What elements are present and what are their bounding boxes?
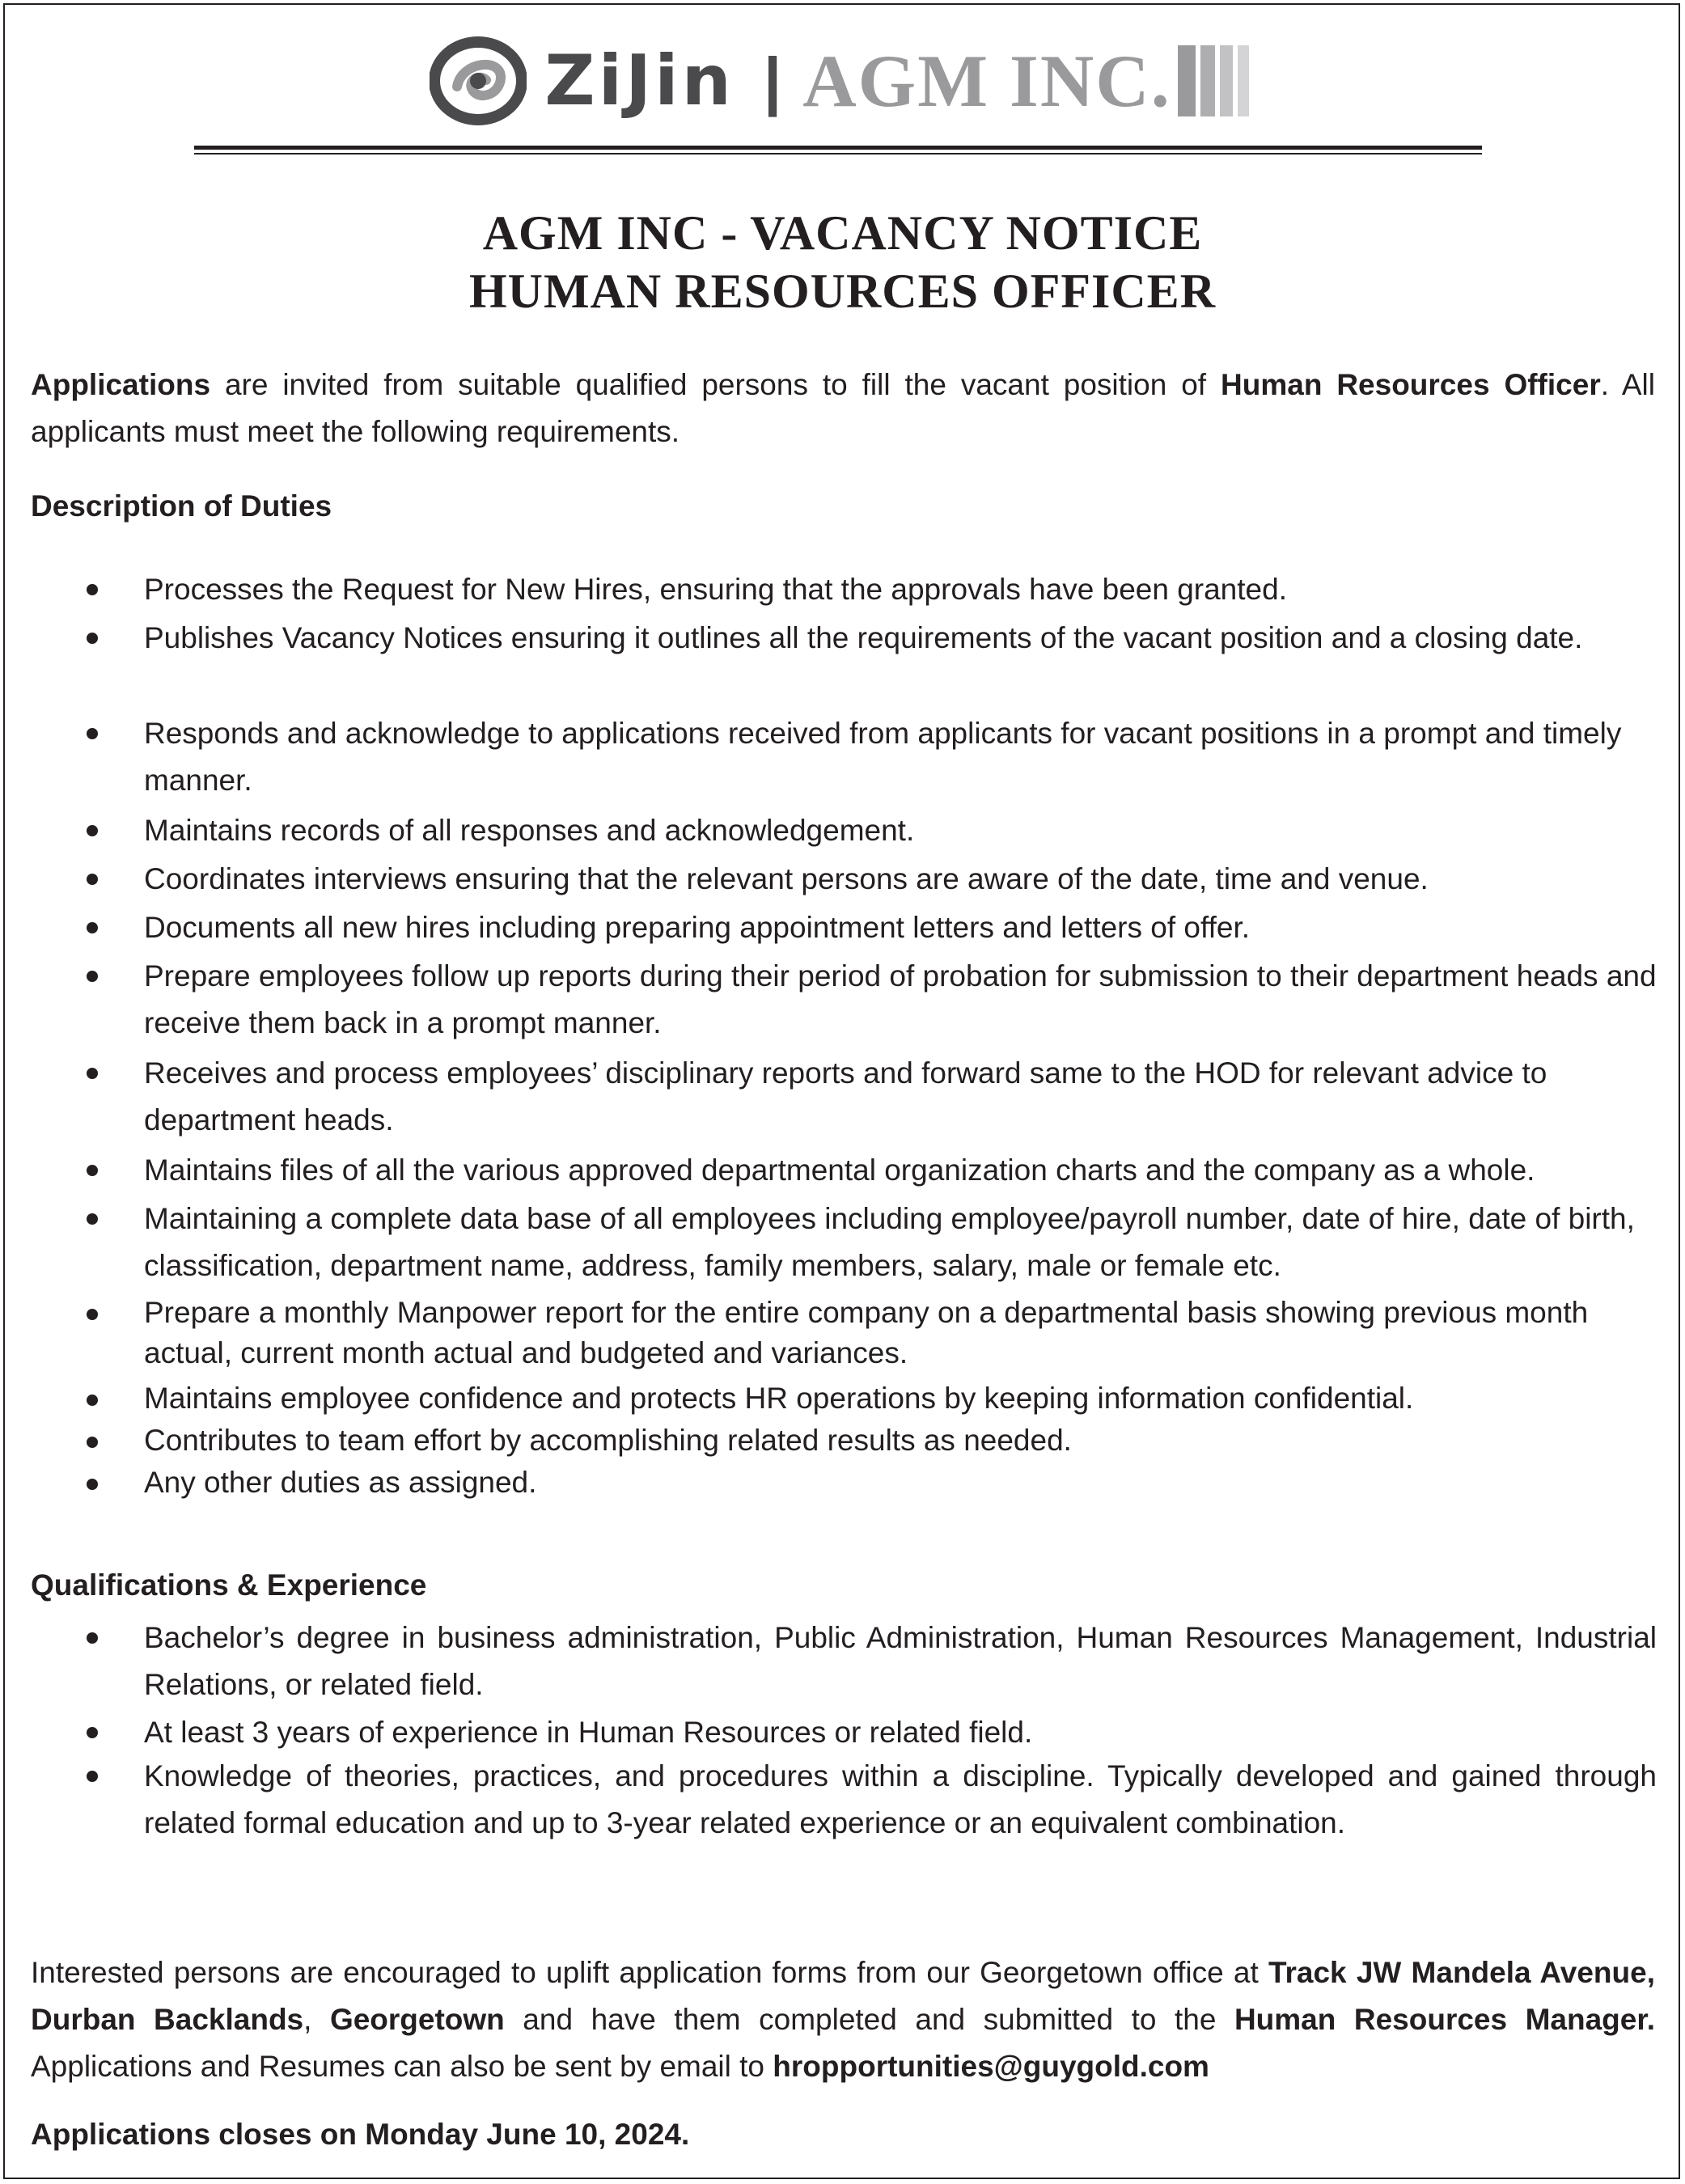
office-city: Georgetown <box>329 2003 505 2036</box>
logo-separator: | <box>763 44 782 116</box>
closing-text-1: Interested persons are encouraged to uplift application forms from our Georgetown office at <box>31 1956 1268 1989</box>
intro-text-a: are invited from suitable qualified persons to fill the vacant position of <box>210 368 1221 401</box>
bullet-icon <box>87 584 98 595</box>
hr-manager: Human Resources Manager. <box>1234 2003 1656 2036</box>
header-rule-thick <box>194 146 1482 150</box>
office-address: Track JW Mandela Avenue, Durban Backlands <box>31 1956 1655 2036</box>
intro-paragraph <box>31 362 1655 455</box>
bullet-icon <box>87 1437 98 1448</box>
bullet-icon <box>87 1068 98 1079</box>
bullet-icon <box>87 1395 98 1406</box>
qualifications-heading: Qualifications & Experience <box>31 1568 427 1602</box>
company-logo <box>0 32 1685 129</box>
bullet-icon <box>87 825 98 836</box>
logo-bars-icon <box>1178 44 1255 118</box>
application-deadline: Applications closes on Monday June 10, 2024. <box>31 2118 690 2151</box>
bullet-icon <box>87 874 98 885</box>
header-rule-thin <box>194 153 1482 154</box>
bullet-icon <box>87 1479 98 1490</box>
bullet-icon <box>87 1165 98 1176</box>
intro-text-b: . All <box>1600 368 1655 401</box>
contact-email[interactable]: hropportunities@guygold.com <box>773 2050 1209 2083</box>
intro-bold-applications: Applications <box>31 368 211 401</box>
bullet-icon <box>87 1632 98 1644</box>
closing-text-4: Applications and Resumes can also be sent by email to <box>31 2050 773 2083</box>
zijin-wordmark: ZiJin <box>544 40 735 121</box>
intro-line-2: applicants must meet the following requirements. <box>31 415 680 448</box>
bullet-icon <box>87 1213 98 1225</box>
intro-bold-position: Human Resources Officer <box>1221 368 1601 401</box>
notice-title: AGM INC - VACANCY NOTICE <box>482 206 1203 260</box>
duties-heading: Description of Duties <box>31 489 332 523</box>
application-instructions <box>31 1949 1655 2090</box>
bullet-icon <box>87 971 98 982</box>
bullet-icon <box>87 1727 98 1738</box>
closing-text-3: and have them completed and submitted to the <box>504 2003 1234 2036</box>
bullet-icon <box>87 1309 98 1320</box>
bullet-icon <box>87 1771 98 1782</box>
agm-wordmark: AGM INC. <box>802 40 1171 122</box>
zijin-swirl-icon <box>430 36 527 125</box>
position-title: HUMAN RESOURCES OFFICER <box>468 265 1217 318</box>
closing-text-2: , <box>303 2003 330 2036</box>
bullet-icon <box>87 633 98 644</box>
bullet-icon <box>87 922 98 933</box>
bullet-icon <box>87 728 98 739</box>
